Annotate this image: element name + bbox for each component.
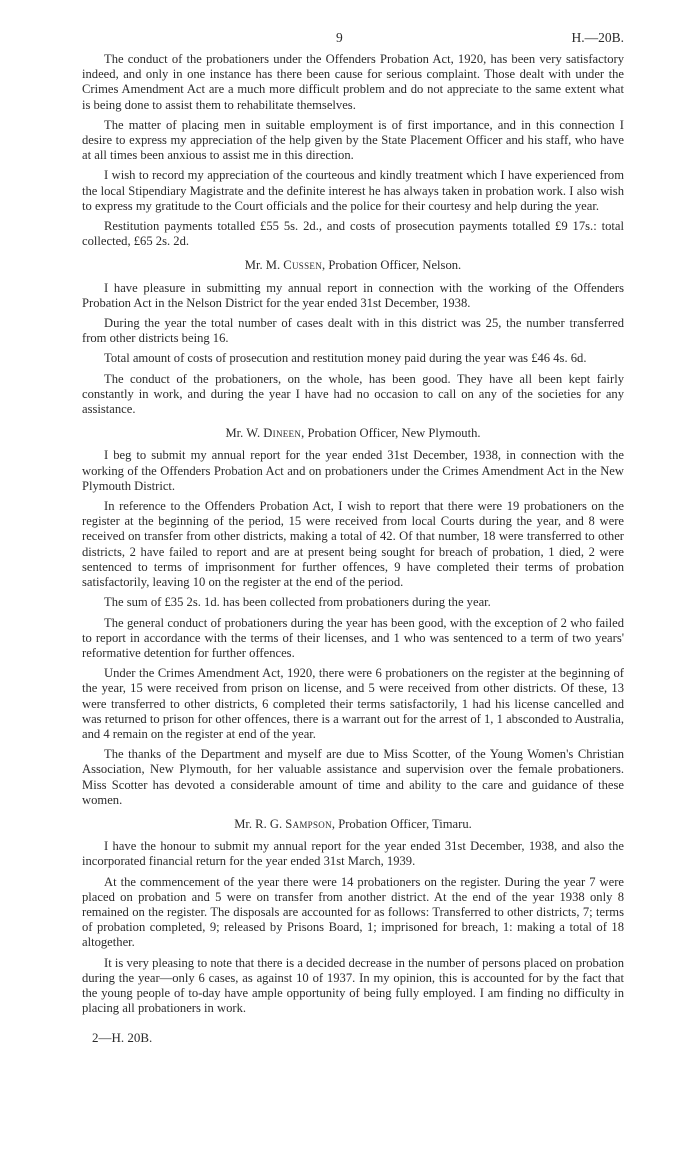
paragraph: I beg to submit my annual report for the year ended 31st December, 1938, in connection with the working of the Offenders Probation Act and on probationers under the Crimes Amendment Act in the New Plymouth District. [82, 448, 624, 493]
signature-mark: 2—H. 20B. [92, 1030, 153, 1046]
section-heading: Mr. R. G. Sampson, Probation Officer, Timaru. [234, 816, 472, 831]
paragraph: The conduct of the probationers under the Offenders Probation Act, 1920, has been very satisfactory indeed, and only in one instance has there been cause for serious complaint. Those dealt with under the Crimes Amendment Act are a much more difficult problem and do not appreciate to the same extent what is being done to assist them to rehabilitate themselves. [82, 52, 624, 112]
section-heading: Mr. W. Dineen, Probation Officer, New Plymouth. [225, 426, 481, 441]
officer-name: Sampson [285, 816, 332, 831]
officer-name: Cussen [283, 258, 323, 273]
paragraph: I have pleasure in submitting my annual report in connection with the working of the Offenders Probation Act in the Nelson District for the year ended 31st December, 1938. [82, 280, 624, 310]
section-timaru [82, 817, 624, 1016]
paragraph: The conduct of the probationers, on the whole, has been good. They have all been kept fairly constantly in work, and during the year I have had no occasion to call on any of the societies for any assistance. [82, 371, 624, 417]
paragraph: The sum of £35 2s. 1d. has been collected from probationers during the year. [104, 595, 491, 610]
officer-name: Dineen [263, 426, 302, 441]
paragraph: I have the honour to submit my annual report for the year ended 31st December, 1938, and also the incorporated financial return for the year ended 31st March, 1939. [82, 839, 624, 869]
running-header [82, 30, 624, 52]
section-new-plymouth [82, 426, 624, 808]
paragraph: At the commencement of the year there were 14 probationers on the register. During the year 7 were placed on probation and 5 were on transfer from another district. At the end of the year 1938 only 8 remained on the register. The disposals are accounted for as follows: Transferred to other districts, 7; terms of probation completed, 9; released by Prisons Board, 1; imprisoned for breach, 1: making a total of 18 altogether. [82, 874, 624, 950]
paragraph: Under the Crimes Amendment Act, 1920, there were 6 probationers on the register at the beginning of the year, 15 were received from prison on license, and 5 were received from other districts. Of these, 13 were transferred to other districts, 6 completed their terms satisfactorily, 1 had his license cancelled and was returned to prison for other offences, there is a warrant out for the arrest of 1, 1 absconded to Australia, and 4 remain on the register at end of the year. [82, 666, 624, 741]
paragraph: The matter of placing men in suitable employment is of first importance, and in this connection I desire to express my appreciation of the help given by the State Placement Officer and his staff, who have at all times been anxious to assist me in this direction. [82, 117, 624, 163]
section-heading: Mr. M. Cussen, Probation Officer, Nelson. [244, 258, 462, 273]
paragraph: I wish to record my appreciation of the courteous and kindly treatment which I have experienced from the local Stipendiary Magistrate and the definite interest he has always taken in probation work. I also wish to express my gratitude to the Court officials and the police for their courtesy and help during the year. [82, 168, 624, 213]
paragraph: Restitution payments totalled £55 5s. 2d., and costs of prosecution payments totalled £9 17s.: total collected, £65 2s. 2d. [82, 219, 624, 249]
paragraph: The thanks of the Department and myself are due to Miss Scotter, of the Young Women's Christian Association, New Plymouth, for her valuable assistance and supervision over the female probationers. Miss Scotter has devoted a considerable amount of time and ability to the care and guidance of these women. [82, 747, 624, 807]
paragraph: Total amount of costs of prosecution and restitution money paid during the year was £46 4s. 6d. [104, 351, 587, 366]
paragraph: The general conduct of probationers during the year has been good, with the exception of 2 who failed to report in accordance with the terms of their licenses, and 1 who was sentenced to a term of two years' reformative detention for further offences. [82, 615, 624, 660]
section-nelson [82, 258, 624, 417]
document-reference: H.—20B. [571, 30, 624, 45]
paragraph: During the year the total number of cases dealt with in this district was 25, the number transferred from other districts being 16. [82, 316, 624, 346]
page-number: 9 [336, 30, 343, 45]
section-opening [82, 52, 624, 249]
paragraph: In reference to the Offenders Probation Act, I wish to report that there were 19 probationers on the register at the beginning of the period, 15 were received from local Courts during the year, and 8 were received on transfer from other districts, making a total of 42. Of that number, 18 were transferred to other districts, 2 have failed to report and are at present being sought for breach of probation, 1 died, 2 were sentenced to terms of imprisonment for further offences, 9 have completed their terms of probation satisfactorily, leaving 10 on the register at the end of the period. [82, 499, 624, 590]
paragraph: It is very pleasing to note that there is a decided decrease in the number of persons placed on probation during the year—only 6 cases, as against 10 of 1937. In my opinion, this is accounted for by the fact that the young people of to-day have ample opportunity of being fully employed. I am finding no difficulty in placing all probationers in work. [82, 955, 624, 1016]
